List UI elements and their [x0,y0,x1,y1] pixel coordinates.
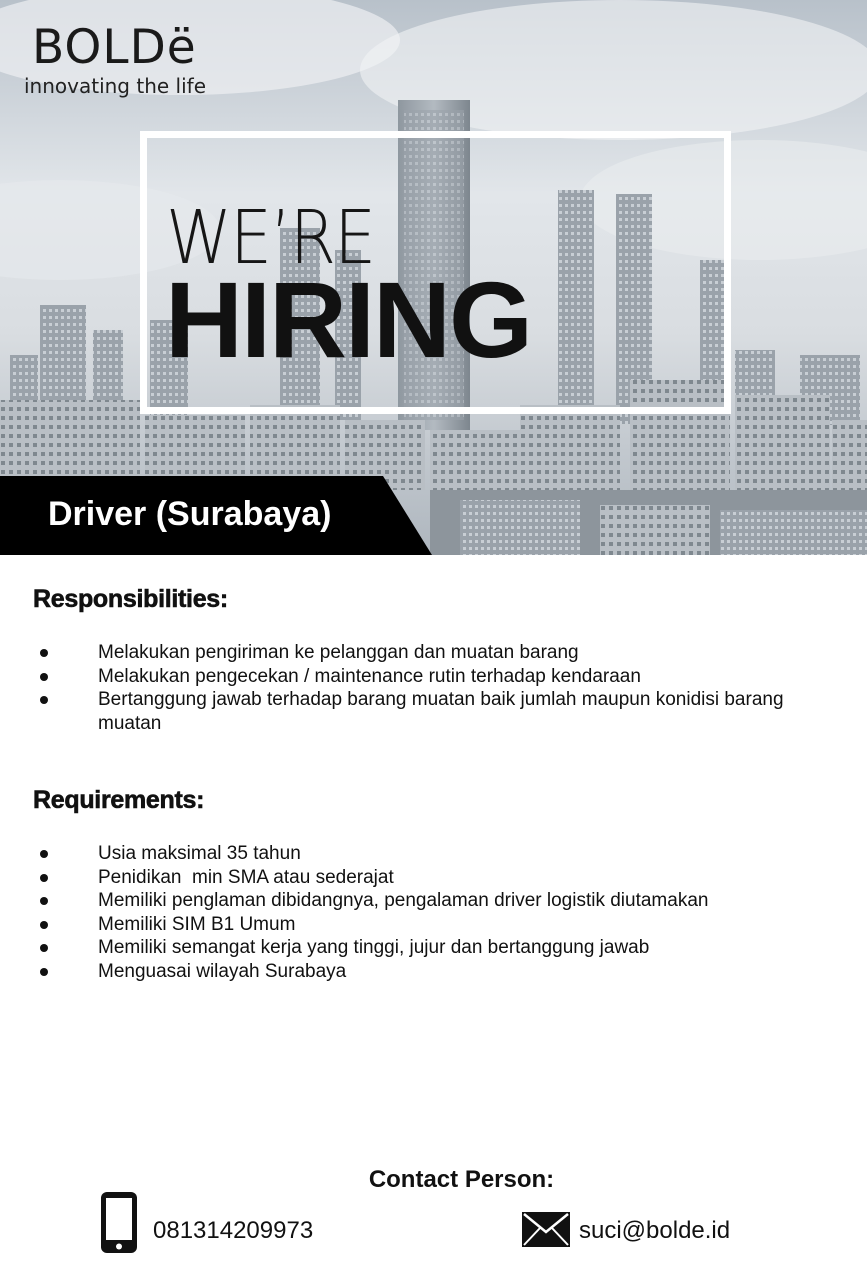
bullet-icon [40,649,48,657]
list-item [0,936,867,960]
list-item [0,889,867,913]
bullet-icon [40,673,48,681]
requirements-heading: Requirements: [33,786,205,814]
bullet-icon [40,897,48,905]
hiring-line-2: HIRING [165,259,531,380]
bullet-icon [40,944,48,952]
mobile-phone-icon [100,1191,138,1254]
bullet-icon [40,968,48,976]
brand-tagline: innovating the life [24,74,207,98]
list-item-text: Bertanggung jawab terhadap barang muatan baik jumlah maupun konidisi barang muatan [98,689,784,734]
list-item-text: Menguasai wilayah Surabaya [98,960,347,982]
hiring-line-1: WE’RE [166,195,375,281]
list-item [0,665,867,689]
list-item [0,641,867,665]
bullet-icon [40,696,48,704]
contact-heading: Contact Person: [368,1166,555,1193]
contact-phone[interactable]: 081314209973 [153,1217,314,1244]
list-item-text: Penidikan min SMA atau sederajat [98,866,394,888]
list-item-text: Memiliki SIM B1 Umum [98,913,296,935]
responsibilities-list [0,641,867,735]
requirements-list [0,842,867,984]
list-item-text: Memiliki semangat kerja yang tinggi, jujur dan bertanggung jawab [98,937,650,959]
list-item [0,960,867,984]
envelope-icon [522,1212,570,1247]
bullet-icon [40,850,48,858]
list-item-text: Melakukan pengecekan / maintenance rutin terhadap kendaraan [98,665,641,687]
list-item-text: Usia maksimal 35 tahun [98,843,301,864]
bullet-icon [40,921,48,929]
contact-email[interactable]: suci@bolde.id [579,1217,731,1244]
list-item [0,913,867,937]
list-item-text: Memiliki penglaman dibidangnya, pengalaman driver logistik diutamakan [98,890,709,912]
list-item-text: Melakukan pengiriman ke pelanggan dan muatan barang [98,642,579,663]
list-item [0,866,867,890]
brand-logo [24,22,206,98]
hero-banner [0,0,867,555]
position-title: Driver (Surabaya) [48,495,332,533]
brand-name: BOLDë [32,20,197,75]
bullet-icon [40,874,48,882]
list-item [0,842,867,866]
list-item [0,688,867,735]
responsibilities-heading: Responsibilities: [33,585,228,613]
